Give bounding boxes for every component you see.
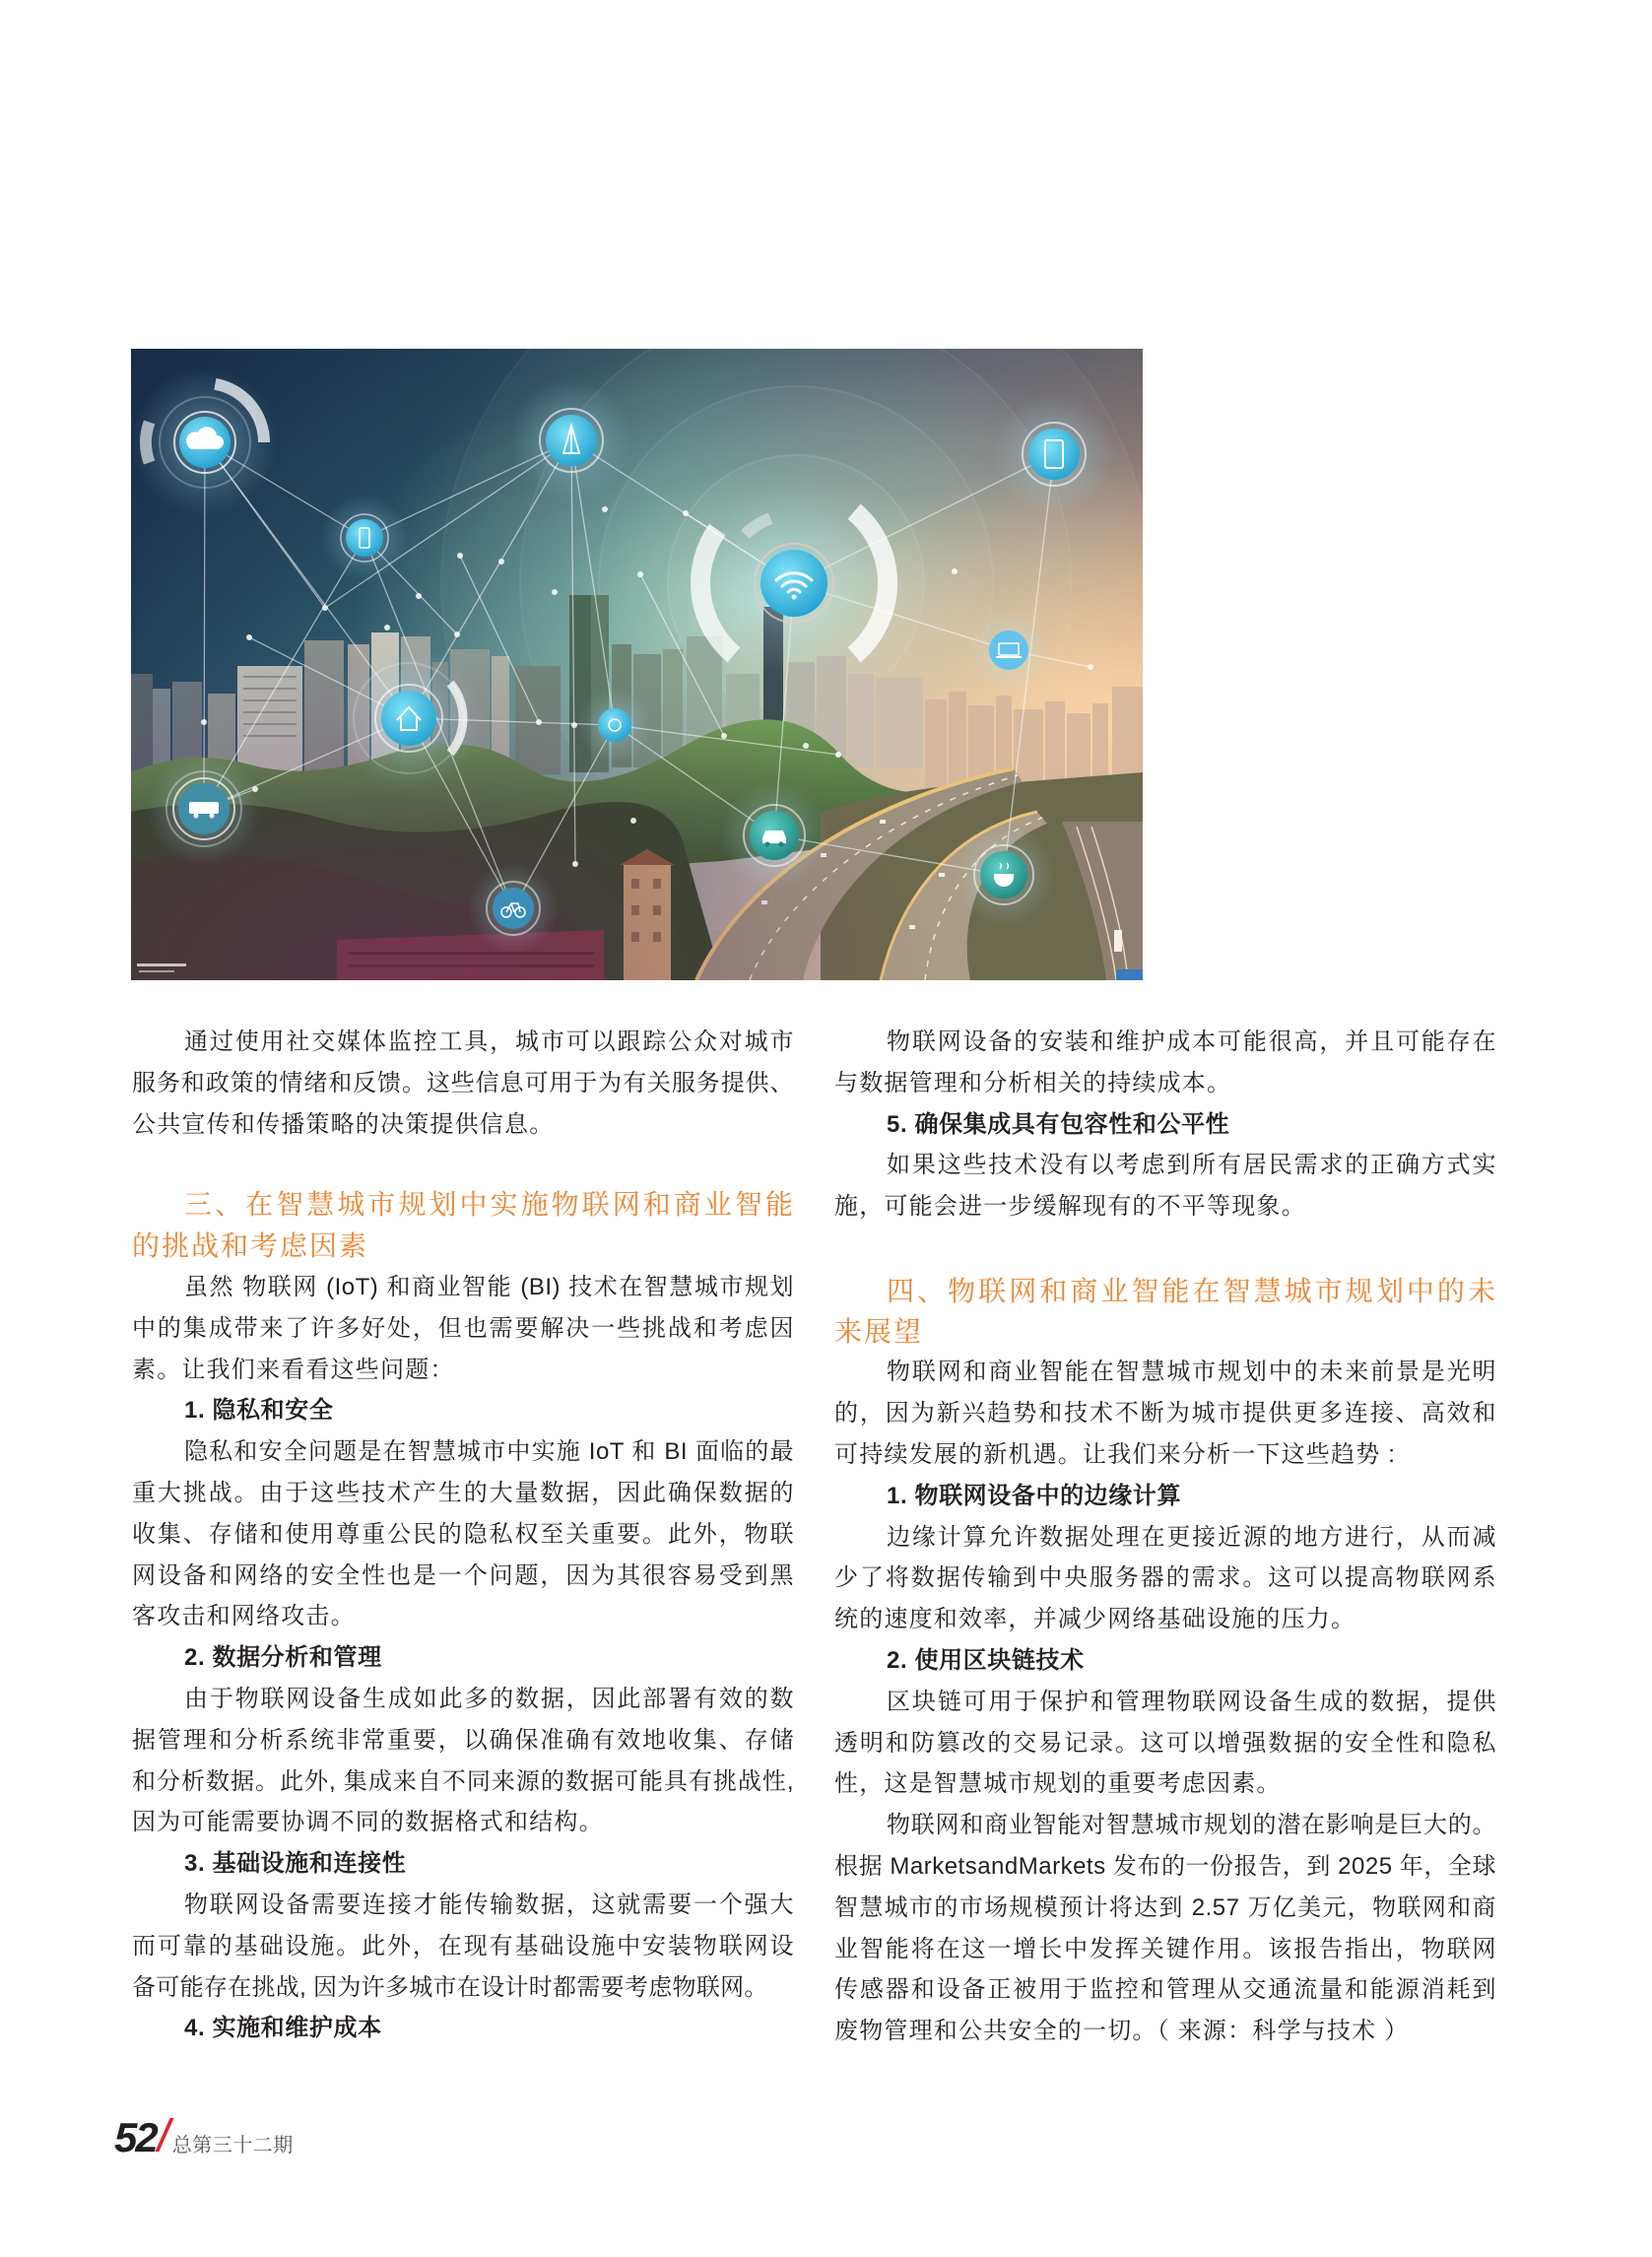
section-heading-challenges [132,1184,794,1267]
subheading-data-analysis: 2. 数据分析和管理 [184,1644,382,1672]
text-line: 素。让我们来看看这些问题： [132,1356,455,1383]
text-line: 据管理和分析系统非常重要，以确保准确有效地收集、存储 [132,1726,794,1754]
page-footer [114,2114,294,2160]
text-line: 公共宣传和传播策略的决策提供信息。 [132,1110,555,1138]
paragraph [834,1352,1496,1475]
smart-city-photo [131,349,1143,980]
car-icon [720,781,828,890]
text-line: 物联网和商业智能在智慧城市规划中的未来前景是光明 [887,1359,1496,1386]
paragraph [132,1431,794,1637]
text-line: 如果这些技术没有以考虑到所有居民需求的正确方式实 [887,1152,1496,1179]
text-line: 的，因为新兴趋势和技术不断为城市提供更多连接、高效和 [834,1400,1496,1427]
subheading-edge-computing: 1. 物联网设备中的边缘计算 [887,1482,1182,1509]
home-icon [335,644,483,792]
text-line: 智慧城市的市场规模预计将达到 2.57 万亿美元，物联网和商 [834,1893,1496,1921]
text-line: 边缘计算允许数据处理在更接近源的地方进行，从而减 [887,1523,1496,1551]
tablet-icon [993,393,1115,515]
subheading-privacy-security: 1. 隐私和安全 [184,1397,334,1425]
text-line: 少了将数据传输到中央服务器的需求。这可以提高物联网系 [834,1564,1496,1592]
issue-label: 总第三十二期 [171,2135,294,2157]
text-line: 而可靠的基础设施。此外，在现有基础设施中安装物联网设 [132,1932,794,1959]
text-line: 可持续发展的新机遇。让我们来分析一下这些趋势 : [834,1441,1397,1469]
text-line: 统的速度和效率，并减少网络基础设施的压力。 [834,1606,1356,1633]
text-line: 服务和政策的情绪和反馈。这些信息可用于为有关服务提供、 [132,1069,794,1096]
text-line: 网设备和网络的安全性也是一个问题，因为其很容易受到黑 [132,1561,794,1589]
section-heading-outlook [834,1271,1496,1352]
text-line: 施，可能会进一步缓解现有的不平等现象。 [834,1193,1306,1221]
text-line: 和分析数据。此外, 集成来自不同来源的数据可能具有挑战性, [132,1767,794,1795]
text-line: 由于物联网设备生成如此多的数据，因此部署有效的数 [184,1685,794,1712]
paragraph [834,1682,1496,1805]
text-line: 通过使用社交媒体监控工具，城市可以跟踪公众对城市 [184,1029,794,1055]
paragraph [834,1022,1496,1104]
text-line: 区块链可用于保护和管理物联网设备生成的数据，提供 [887,1688,1496,1715]
sensor-icon [577,688,652,763]
heading-line: 的挑战和考虑因素 [132,1229,369,1261]
paragraph [834,1805,1496,2052]
text-line: 重大挑战。由于这些技术产生的大量数据，因此确保数据的 [132,1479,794,1506]
text-line: 性，这是智慧城市规划的重要考虑因素。 [834,1770,1282,1798]
text-line: 收集、存储和使用尊重公民的隐私权至关重要。此外，物联 [132,1520,794,1548]
subheading-blockchain: 2. 使用区块链技术 [887,1647,1085,1675]
subheading-costs: 4. 实施和维护成本 [184,2015,382,2042]
paragraph [132,1022,794,1145]
smart-city-illustration [131,349,1143,980]
heading-line: 来展望 [834,1316,924,1348]
text-line: 因为可能需要协调不同的数据格式和结构。 [132,1809,604,1836]
wifi-icon [700,490,888,677]
paragraph [834,1145,1496,1228]
cloud-icon [131,368,279,516]
subheading-inclusivity: 5. 确保集成具有包容性和公平性 [887,1110,1230,1138]
signal-tower-icon [510,379,632,501]
coffee-cup-icon [953,824,1055,926]
text-line: 中的集成带来了许多好处，但也需要解决一些挑战和考虑因 [132,1314,794,1342]
text-line: 业智能将在这一增长中发挥关键作用。该报告指出，物联网 [834,1935,1496,1962]
laptop-icon [967,609,1050,692]
text-line: 废物管理和公共安全的一切。（ 来源：科学与技术 ） [834,2018,1410,2045]
heading-line: 三、在智慧城市规划中实施物联网和商业智能 [184,1188,794,1220]
text-line: 物联网和商业智能对智慧城市规划的潜在影响是巨大的。 [887,1812,1496,1839]
text-line: 传感器和设备正被用于监控和管理从交通流量和能源消耗到 [834,1976,1496,2004]
right-column [834,1022,1496,2052]
paragraph [132,1885,794,2008]
text-line: 根据 MarketsandMarkets 发布的一份报告，到 2025 年，全球 [834,1853,1496,1881]
text-line: 透明和防篡改的交易记录。这可以增强数据的安全性和隐私 [834,1729,1496,1757]
smartphone-icon [321,495,408,581]
heading-line: 四、物联网和商业智能在智慧城市规划中的未 [887,1276,1496,1307]
text-line: 隐私和安全问题是在智慧城市中实施 IoT 和 BI 面临的最 [184,1438,794,1466]
paragraph [132,1679,794,1843]
text-line: 虽然 物联网 (IoT) 和商业智能 (BI) 技术在智慧城市规划 [184,1273,794,1300]
text-line: 与数据管理和分析相关的持续成本。 [834,1069,1232,1096]
page-number: 52 [114,2114,157,2160]
bus-icon [147,752,261,866]
text-line: 物联网设备需要连接才能传输数据，这就需要一个强大 [184,1891,794,1918]
bicycle-icon [468,863,559,954]
text-line: 备可能存在挑战, 因为许多城市在设计时都需要考虑物联网。 [132,1973,768,2001]
slash-divider [155,2118,173,2152]
text-line: 客攻击和网络攻击。 [132,1603,356,1630]
paragraph [132,1267,794,1390]
subheading-infrastructure: 3. 基础设施和连接性 [184,1850,407,1878]
text-line: 物联网设备的安装和维护成本可能很高，并且可能存在 [887,1029,1496,1055]
left-column [132,1022,794,2049]
paragraph [834,1517,1496,1640]
